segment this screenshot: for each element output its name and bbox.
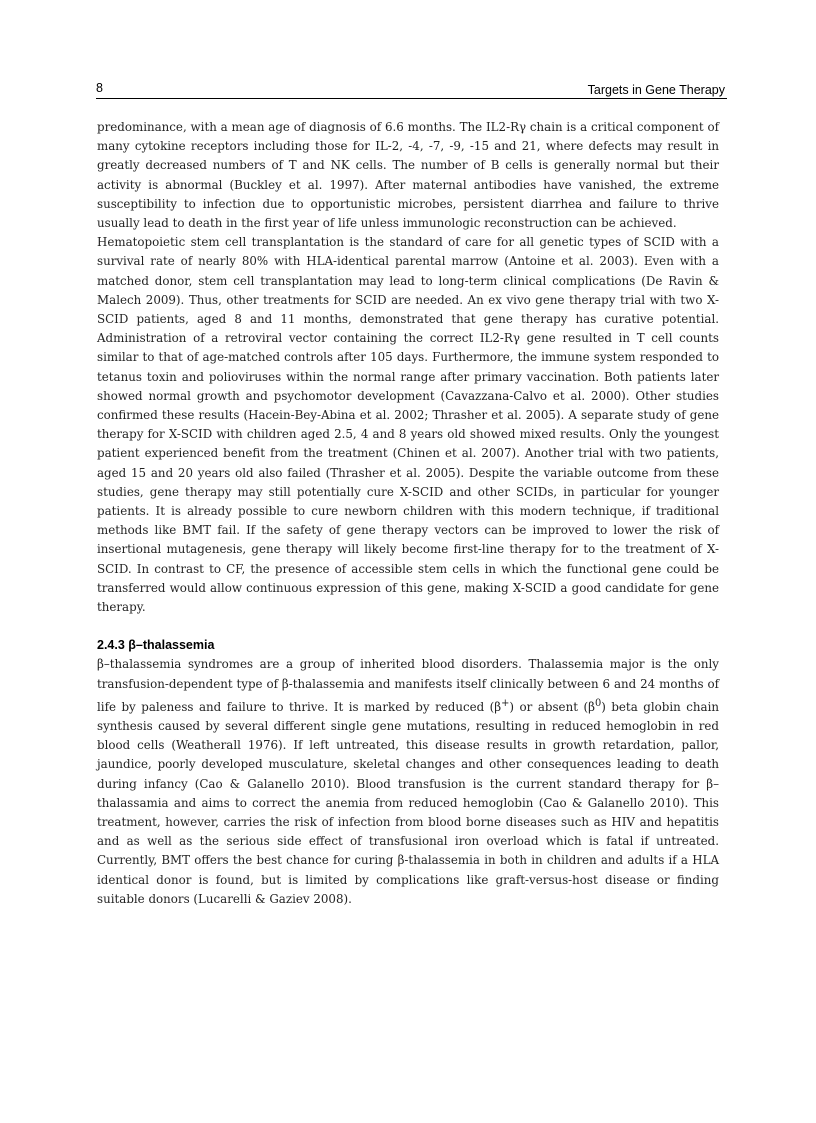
paragraph-text: ) beta globin chain synthesis caused by several different single gene mutations, resulting in reduced hemoglobin in red blood cells (Weatherall 1976). If left untreated, this disease results in growth retardation, pallor, jaundice, poorly developed musculature, skeletal changes and other consequences leading to death during infancy (Cao & Galanello 2010). Blood transfusion is the current standard therapy for β–thalassamia and aims to correct the anemia from reduced hemoglobin (Cao & Galanello 2010). This treatment, however, carries the risk of infection from blood borne diseases such as HIV and hepatitis and as well as the serious side effect of transfusional iron overload which is fatal if untreated. Currently, BMT offers the best chance for curing β-thalassemia in both in children and adults if a HLA identical donor is found, but is limited by complications like graft-versus-host disease or finding suitable donors (Lucarelli & Gaziev 2008). [97, 699, 719, 906]
running-header [96, 80, 727, 99]
paragraph-beta-thalassemia [97, 655, 719, 909]
body-text [97, 118, 719, 909]
beta-plus-symbol: β [494, 699, 502, 714]
paragraph-stem-cell-transplantation: Hematopoietic stem cell transplantation is the standard of care for all genetic types of SCID with a survival rate of nearly 80% with HLA-identical parental marrow (Antoine et al. 2003). Even with a matched donor, stem cell transplantation may lead to long-term clinical complications (De Ravin & Malech 2009). Thus, other treatments for SCID are needed. An ex vivo gene therapy trial with two X-SCID patients, aged 8 and 11 months, demonstrated that gene therapy has curative potential. Administration of a retroviral vector containing the correct IL2-Rγ gene resulted in T cell counts similar to that of age-matched controls after 105 days. Furthermore, the immune system responded to tetanus toxin and polioviruses within the normal range after primary vaccination. Both patients later showed normal growth and psychomotor development (Cavazzana-Calvo et al. 2000). Other studies confirmed these results (Hacein-Bey-Abina et al. 2002; Thrasher et al. 2005). A separate study of gene therapy for X-SCID with children aged 2.5, 4 and 8 years old showed mixed results. Only the youngest patient experienced benefit from the treatment (Chinen et al. 2007). Another trial with two patients, aged 15 and 20 years old also failed (Thrasher et al. 2005). Despite the variable outcome from these studies, gene therapy may still potentially cure X-SCID and other SCIDs, in particular for younger patients. It is already possible to cure newborn children with this modern technique, if traditional methods like BMT fail. If the safety of gene therapy vectors can be improved to lower the risk of insertional mutagenesis, gene therapy will likely become first-line therapy for to the treatment of X-SCID. In contrast to CF, the presence of accessible stem cells in which the functional gene could be transferred would allow continuous expression of this gene, making X-SCID a good candidate for gene therapy. [97, 235, 719, 615]
beta-zero-symbol: β [588, 699, 595, 714]
paragraph-text: β–thalassemia syndromes are a group of inherited blood disorders. Thalassemia major is the only transfusion-dependent type of β-thalassemia and manifests itself clinically between 6 and 24 months of life by paleness and failure to thrive. It is marked by reduced ( [97, 657, 719, 714]
page-number: 8 [96, 81, 103, 95]
beta-zero-superscript: 0 [594, 697, 602, 709]
beta-plus-superscript: + [501, 697, 510, 709]
section-heading-beta-thalassemia: 2.4.3 β–thalassemia [97, 638, 215, 653]
paragraph-scid-continued: predominance, with a mean age of diagnosis of 6.6 months. The IL2-Rγ chain is a critical component of many cytokine receptors including those for IL-2, -4, -7, -9, -15 and 21, where defects may result in greatly decreased numbers of T and NK cells. The number of B cells is generally normal but their activity is abnormal (Buckley et al. 1997). After maternal antibodies have vanished, the extreme susceptibility to infection due to opportunistic microbes, persistent diarrhea and failure to thrive usually lead to death in the first year of life unless immunologic reconstruction can be achieved. [97, 120, 719, 231]
running-title: Targets in Gene Therapy [587, 83, 725, 97]
paragraph-text: ) or absent ( [509, 699, 589, 714]
